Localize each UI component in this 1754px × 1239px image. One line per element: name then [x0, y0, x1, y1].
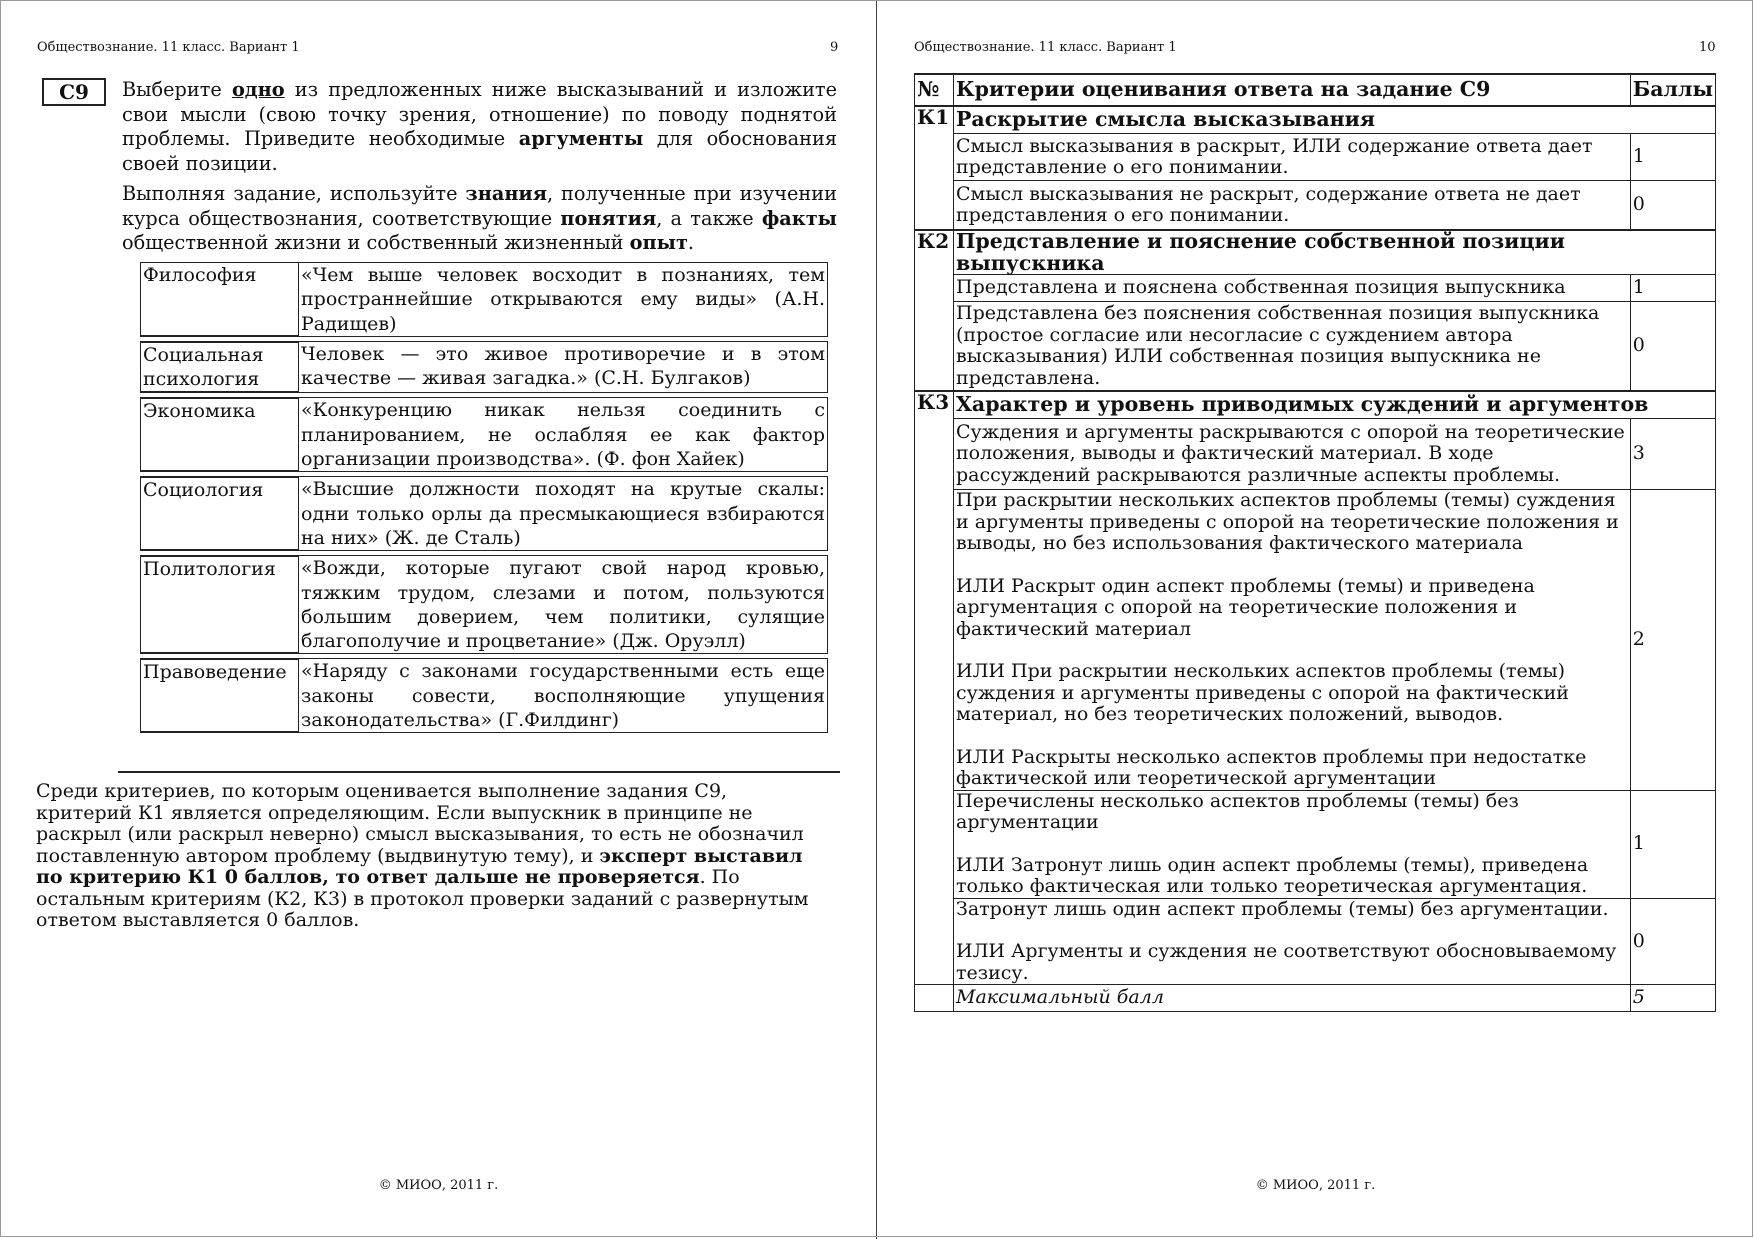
criterion-description: Суждения и аргументы раскрываются с опорой на теоретические положения, выводы и фактический материал. В ходе рассуждений раскрываются различные аспекты проблемы.: [954, 419, 1631, 490]
max-score-row: [915, 985, 1716, 1012]
assessment-note: Среди критериев, по которым оценивается выполнение задания С9, критерий К1 является определяющим. Если выпускник в принципе не раскрыл (или раскрыл неверно) смысл высказывания, то есть не обозначил поставленную автором проблему (выдвинутую тему), и эксперт выставил по критерию К1 0 баллов, то ответ дальше не проверяется. По остальным критериям (К2, К3) в протокол проверки заданий с развернутым ответом выставляется 0 баллов.: [36, 780, 809, 931]
instruction-paragraph-1: Выберите одно из предложенных ниже высказываний и изложите свои мысли (свою точку зрения, отношение) по поводу поднятой проблемы. Приведите необходимые аргументы для обоснования своей позиции.: [122, 78, 838, 175]
instruction-paragraph-2: Выполняя задание, используйте знания, полученные при изучении курса обществознания, соответствующие понятия, а также факты общественной жизни и собственный жизненный опыт.: [122, 182, 837, 254]
quote-cell: «Наряду с законами государственными есть еще законы совести, восполняющие упущения законодательства» (Г.Филдинг): [298, 658, 828, 733]
quote-cell: Человек — это живое противоречие и в этом качестве — живая загадка.» (С.Н. Булгаков): [298, 341, 828, 394]
criterion-row: [915, 302, 1716, 392]
task-instructions: [122, 78, 837, 262]
running-head: Обществознание. 11 класс. Вариант 1: [914, 40, 1177, 55]
max-score-value: 5: [1630, 985, 1715, 1012]
criterion-row: [915, 181, 1716, 231]
discipline-cell: Социология: [140, 476, 298, 551]
criterion-description: Затронут лишь один аспект проблемы (темы) без аргументации. ИЛИ Аргументы и суждения не соответствуют обосновываемому тезису.: [954, 898, 1631, 985]
criterion-row: [915, 419, 1716, 490]
criterion-score: 2: [1630, 490, 1715, 791]
discipline-cell: Экономика: [140, 397, 298, 472]
criterion-title: Характер и уровень приводимых суждений и аргументов: [954, 391, 1716, 419]
quote-cell: «Чем выше человек восходит в познаниях, тем пространнейшие открываются ему виды» (А.Н. Радищев): [298, 262, 828, 337]
quote-row: [140, 476, 828, 551]
criterion-score: 0: [1630, 302, 1715, 392]
empty-cell: [915, 985, 954, 1012]
criterion-title: Представление и пояснение собственной позиции выпускника: [954, 230, 1716, 275]
criterion-number: К1: [915, 106, 954, 230]
criterion-description: Представлена и пояснена собственная позиция выпускника: [954, 275, 1631, 302]
col-header-score: Баллы: [1630, 74, 1715, 106]
criterion-score: 1: [1630, 134, 1715, 181]
max-score-label: Максимальный балл: [954, 985, 1631, 1012]
quote-cell: «Вожди, которые пугают свой народ кровью, тяжким трудом, слезами и потом, пользуются большим доверием, чем политики, сулящие благополучие и процветание» (Дж. Оруэлл): [298, 555, 828, 654]
criterion-description: Представлена без пояснения собственная позиция выпускника (простое согласие или несогласие с суждением автора высказывания) ИЛИ собственная позиция выпускника не представлена.: [954, 302, 1631, 392]
criterion-score: 1: [1630, 275, 1715, 302]
page-footer: © МИОО, 2011 г.: [1255, 1178, 1376, 1193]
criterion-description: Смысл высказывания не раскрыт, содержание ответа не дает представления о его понимании.: [954, 181, 1631, 231]
criterion-score: 1: [1630, 790, 1715, 898]
divider: [118, 771, 840, 773]
quote-cell: «Высшие должности походят на крутые скалы: одни только орлы да пресмыкающиеся взбираются на них» (Ж. де Сталь): [298, 476, 828, 551]
criterion-row: [915, 275, 1716, 302]
discipline-cell: Философия: [140, 262, 298, 337]
discipline-cell: Политология: [140, 555, 298, 654]
criterion-row: [915, 898, 1716, 985]
criterion-row: [915, 790, 1716, 898]
criterion-k2-header: [915, 230, 1716, 275]
discipline-cell: Правоведение: [140, 658, 298, 733]
criterion-description: При раскрытии нескольких аспектов проблемы (темы) суждения и аргументы приведены с опорой на теоретические положения и выводы, но без использования фактического материала ИЛИ Раскрыт один аспект проблемы (темы) и приведена аргументация с опорой на теоретические положения и фактический материал ИЛИ При раскрытии нескольких аспектов проблемы (темы) суждения и аргументы приведены с опорой на фактический материал, но без теоретических положений, выводов. ИЛИ Раскрыты несколько аспектов проблемы при недостатке фактической или теоретической аргументации: [954, 490, 1631, 791]
col-header-number: №: [915, 74, 954, 106]
quote-row: [140, 658, 828, 733]
criterion-row: [915, 134, 1716, 181]
quote-row: [140, 341, 828, 394]
right-page: [877, 0, 1754, 1239]
criterion-row: [915, 490, 1716, 791]
task-label: С9: [42, 78, 106, 106]
col-header-criteria: Критерии оценивания ответа на задание С9: [954, 74, 1631, 106]
criterion-score: 0: [1630, 181, 1715, 231]
running-head: Обществознание. 11 класс. Вариант 1: [37, 40, 300, 55]
table-header-row: [915, 74, 1716, 106]
quote-row: [140, 397, 828, 472]
criterion-k3-header: [915, 391, 1716, 419]
criterion-description: Перечислены несколько аспектов проблемы (темы) без аргументации ИЛИ Затронут лишь один аспект проблемы (темы), приведена только фактическая или только теоретическая аргументация.: [954, 790, 1631, 898]
criterion-title: Раскрытие смысла высказывания: [954, 106, 1716, 134]
discipline-cell: Социальная психология: [140, 341, 298, 394]
criterion-k1-header: [915, 106, 1716, 134]
criterion-number: К3: [915, 391, 954, 985]
quote-row: [140, 555, 828, 654]
page-number: 9: [830, 40, 839, 55]
criterion-description: Смысл высказывания в раскрыт, ИЛИ содержание ответа дает представление о его понимании.: [954, 134, 1631, 181]
quote-cell: «Конкуренцию никак нельзя соединить с планированием, не ослабляя ее как фактор организации производства». (Ф. фон Хайек): [298, 397, 828, 472]
page-number: 10: [1699, 40, 1716, 55]
quote-row: [140, 262, 828, 337]
criterion-score: 0: [1630, 898, 1715, 985]
criteria-table: [914, 73, 1716, 1012]
quotes-table: [140, 258, 828, 737]
criterion-number: К2: [915, 230, 954, 391]
page-footer: © МИОО, 2011 г.: [378, 1178, 499, 1193]
criterion-score: 3: [1630, 419, 1715, 490]
